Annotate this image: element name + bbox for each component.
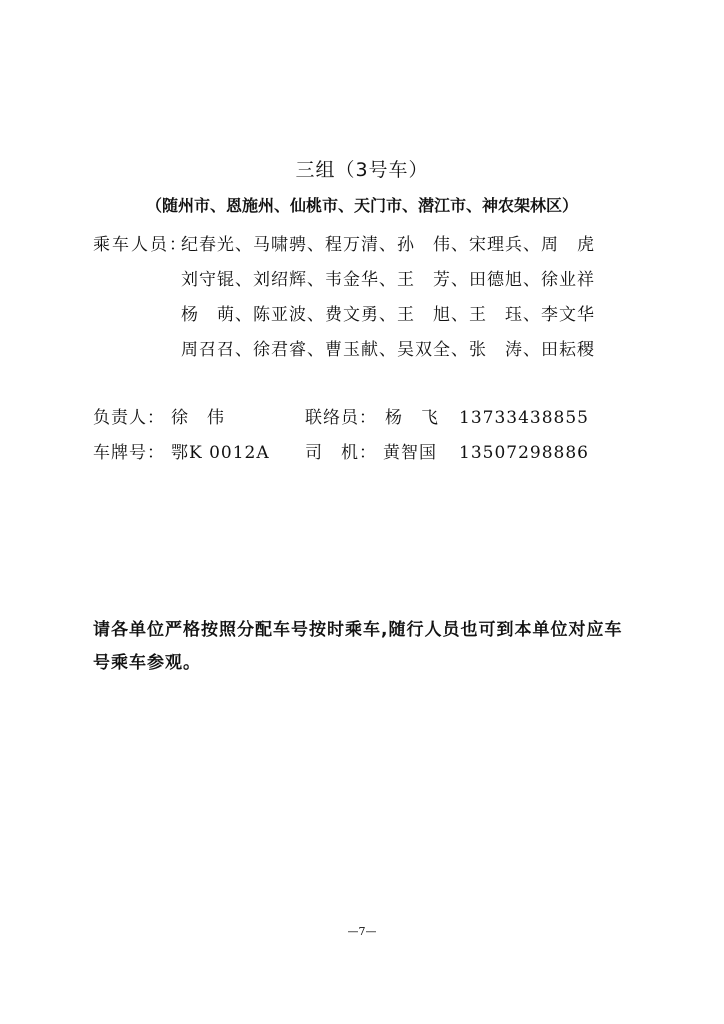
- passenger-rows: [181, 228, 641, 368]
- passenger-row: 刘守锟、刘绍辉、韦金华、王 芳、田德旭、徐业祥: [181, 270, 595, 290]
- liaison-phone: 13733438855: [459, 408, 589, 428]
- plate-value: 鄂K 0012A: [171, 443, 270, 463]
- plate-label: 车牌号：: [93, 443, 165, 463]
- passenger-row: 周召召、徐君睿、曹玉献、吴双全、张 涛、田耘稷: [181, 340, 595, 360]
- liaison-label: 联络员：: [305, 408, 377, 428]
- boarding-notice: 请各单位严格按照分配车号按时乘车,随行人员也可到本单位对应车号乘车参观。: [93, 620, 623, 673]
- leader-label: 负责人：: [93, 408, 165, 428]
- driver-phone: 13507298886: [459, 443, 589, 463]
- liaison-name: 杨 飞: [385, 408, 439, 428]
- leader-name: 徐 伟: [171, 408, 225, 428]
- driver-name: 黄智国: [383, 443, 437, 463]
- passenger-row: 纪春光、马啸骋、程万清、孙 伟、宋理兵、周 虎: [181, 235, 595, 255]
- passenger-row: 杨 萌、陈亚波、费文勇、王 旭、王 珏、李文华: [181, 305, 595, 325]
- group-regions: （随州市、恩施州、仙桃市、天门市、潜江市、神农架林区）: [145, 196, 578, 215]
- driver-label: 司 机：: [305, 443, 377, 463]
- group-title: 三组（3号车）: [295, 159, 429, 181]
- passenger-label: 乘车人员：: [93, 235, 188, 255]
- page-number: —7—: [347, 925, 377, 938]
